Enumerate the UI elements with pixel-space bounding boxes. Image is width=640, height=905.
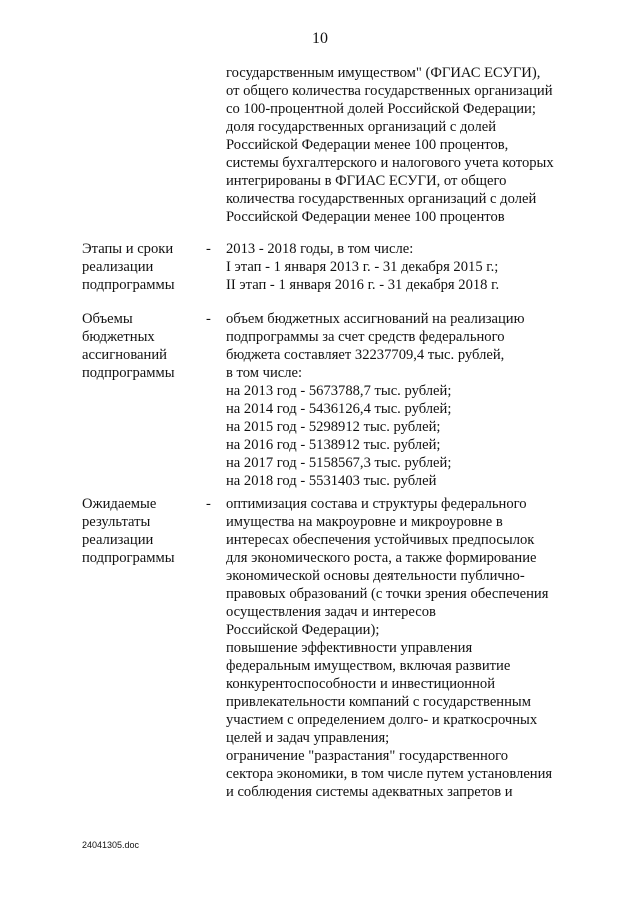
section-content — [226, 240, 499, 294]
intro-line: от общего количества государственных организаций — [226, 83, 553, 99]
content-line: участием с определением долго- и краткосрочных — [226, 712, 538, 728]
label-line: Объемы — [82, 311, 133, 327]
content-line: целей и задач управления; — [226, 730, 390, 746]
intro-line: Российской Федерации менее 100 процентов, — [226, 137, 509, 153]
label-line: подпрограммы — [82, 550, 175, 566]
intro-line: системы бухгалтерского и налогового учета которых — [226, 155, 554, 171]
content-line: оптимизация состава и структуры федерального — [226, 496, 527, 512]
document-filename: 24041305.doc — [82, 840, 140, 850]
content-line: для экономического роста, а также формирование — [226, 550, 537, 566]
content-line: II этап - 1 января 2016 г. - 31 декабря 2018 г. — [226, 277, 500, 293]
content-line: привлекательности компаний с государственным — [226, 694, 531, 710]
content-line: на 2014 год - 5436126,4 тыс. рублей; — [226, 401, 452, 417]
content-line: подпрограммы за счет средств федерального — [226, 329, 505, 345]
content-line: имущества на макроуровне и микроуровне в — [226, 514, 503, 530]
section-content — [226, 310, 525, 490]
intro-line: государственным имуществом" (ФГИАС ЕСУГИ), — [226, 65, 541, 81]
content-line: на 2017 год - 5158567,3 тыс. рублей; — [226, 455, 452, 471]
section-label — [82, 310, 175, 382]
section-label — [82, 495, 175, 567]
content-line: бюджета составляет 32237709,4 тыс. рублей, — [226, 347, 505, 363]
content-line: экономической основы деятельности публично- — [226, 568, 525, 584]
label-line: реализации — [82, 259, 154, 275]
label-line: подпрограммы — [82, 365, 175, 381]
label-line: Ожидаемые — [82, 496, 157, 512]
label-line: ассигнований — [82, 347, 167, 363]
intro-line: количества государственных организаций с долей — [226, 191, 537, 207]
content-line: правовых образований (с точки зрения обеспечения — [226, 586, 549, 602]
content-line: на 2016 год - 5138912 тыс. рублей; — [226, 437, 441, 453]
content-line: на 2018 год - 5531403 тыс. рублей — [226, 473, 437, 489]
intro-line: со 100-процентной долей Российской Федерации; — [226, 101, 536, 117]
section-dash: - — [206, 241, 211, 257]
page-number: 10 — [312, 30, 328, 47]
label-line: подпрограммы — [82, 277, 175, 293]
intro-line: Российской Федерации менее 100 процентов — [226, 209, 505, 225]
content-line: 2013 - 2018 годы, в том числе: — [226, 241, 414, 257]
content-line: Российской Федерации); — [226, 622, 380, 638]
content-line: I этап - 1 января 2013 г. - 31 декабря 2015 г.; — [226, 259, 499, 275]
content-line: конкурентоспособности и инвестиционной — [226, 676, 496, 692]
section-content — [226, 495, 552, 801]
content-line: на 2015 год - 5298912 тыс. рублей; — [226, 419, 441, 435]
intro-text-block — [226, 64, 554, 226]
label-line: Этапы и сроки — [82, 241, 174, 257]
section-label — [82, 240, 175, 294]
content-line: и соблюдения системы адекватных запретов и — [226, 784, 513, 800]
label-line: результаты — [82, 514, 151, 530]
content-line: ограничение "разрастания" государственного — [226, 748, 509, 764]
content-line: осуществления задач и интересов — [226, 604, 436, 620]
label-line: реализации — [82, 532, 154, 548]
intro-line: доля государственных организаций с долей — [226, 119, 497, 135]
content-line: объем бюджетных ассигнований на реализацию — [226, 311, 525, 327]
section-dash: - — [206, 311, 211, 327]
content-line: интересах обеспечения устойчивых предпосылок — [226, 532, 535, 548]
content-line: федеральным имуществом, включая развитие — [226, 658, 511, 674]
content-line: сектора экономики, в том числе путем установления — [226, 766, 553, 782]
content-line: повышение эффективности управления — [226, 640, 473, 656]
content-line: в том числе: — [226, 365, 303, 381]
section-dash: - — [206, 496, 211, 512]
intro-line: интегрированы в ФГИАС ЕСУГИ, от общего — [226, 173, 507, 189]
label-line: бюджетных — [82, 329, 155, 345]
content-line: на 2013 год - 5673788,7 тыс. рублей; — [226, 383, 452, 399]
